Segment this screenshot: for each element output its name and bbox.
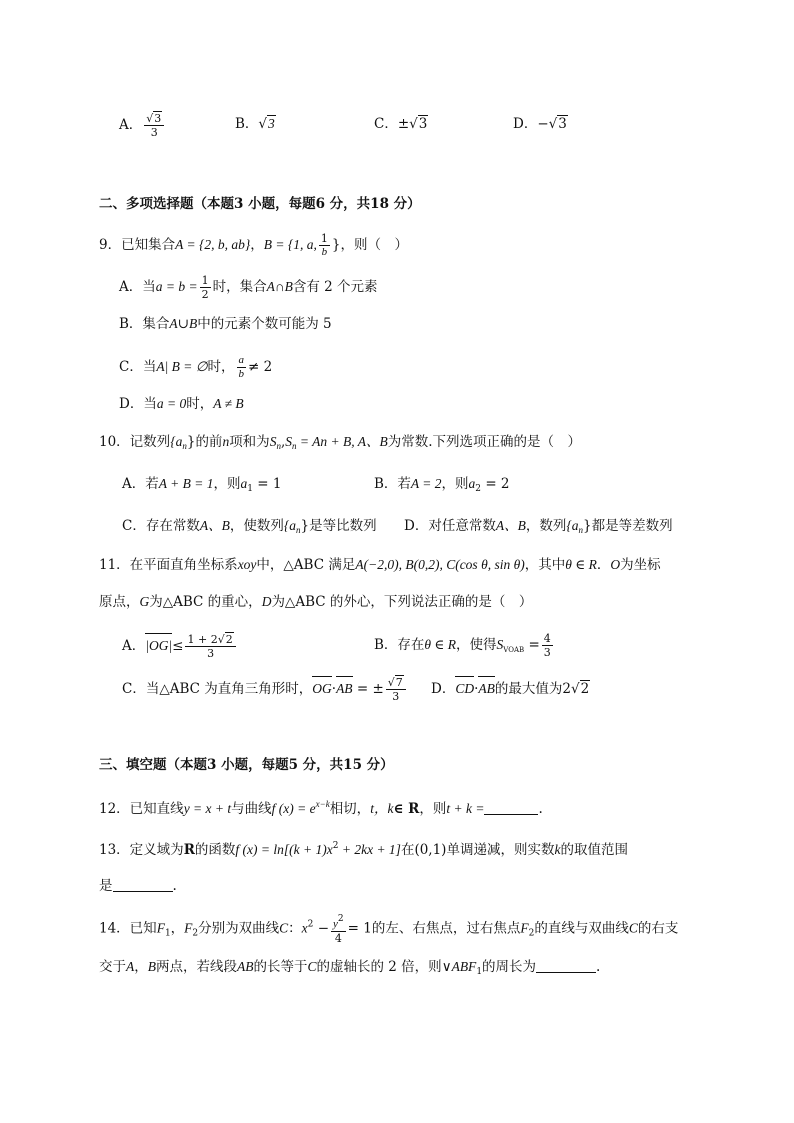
- math: R: [183, 842, 195, 858]
- superscript: 2: [307, 919, 314, 930]
- math: A = 2: [410, 476, 442, 491]
- answer-blank[interactable]: [484, 800, 538, 815]
- text: 为△ABC 的重心，: [149, 594, 262, 610]
- subscript: n: [578, 525, 583, 535]
- text: 中的元素个数可能为 5: [197, 316, 332, 332]
- math: F: [520, 920, 529, 936]
- option-label: D．: [431, 681, 456, 697]
- math: a = 0: [156, 396, 187, 411]
- text: 的直线与双曲线: [534, 920, 629, 937]
- q10-stem: [99, 432, 581, 456]
- text: ．: [596, 557, 611, 573]
- math: y = x + t: [183, 801, 232, 816]
- text: 时，: [186, 396, 214, 412]
- fraction: [319, 232, 330, 259]
- q11-option-b: [374, 632, 555, 660]
- text: .: [596, 959, 601, 975]
- fraction: [331, 913, 346, 945]
- q11-stem-line1: [99, 555, 661, 575]
- sign: −: [537, 116, 549, 132]
- math: ·: [474, 681, 479, 697]
- numerator: 4: [543, 632, 551, 645]
- fraction: $\frac{√7}{3}$: [386, 676, 406, 703]
- text: ，使得: [456, 637, 497, 653]
- text: ，: [134, 959, 148, 975]
- answer-blank[interactable]: [536, 958, 596, 973]
- text: C．当△ABC 为直角三角形时，: [122, 681, 313, 697]
- q9-option-a: [119, 274, 378, 301]
- option-label: C．: [374, 116, 398, 132]
- math: D: [261, 594, 272, 609]
- text: ，则: [441, 476, 469, 492]
- math: = ±: [352, 681, 384, 697]
- q9-option-c: [119, 354, 272, 381]
- subscript: 2: [475, 484, 482, 494]
- text: ,: [280, 434, 286, 450]
- q9-stem: [99, 232, 408, 259]
- text: C．存在常数: [122, 518, 200, 534]
- subscript: 1: [476, 967, 483, 977]
- denominator: 3: [543, 646, 551, 659]
- text: }: [331, 237, 341, 253]
- text: A．若: [122, 476, 159, 492]
- math: θ ∈ R: [424, 637, 457, 652]
- math: = An + B, A、B: [296, 434, 388, 449]
- math: }: [186, 434, 196, 450]
- math: + 2kx + 1]: [338, 842, 401, 857]
- subscript: n: [182, 441, 187, 451]
- q11-option-a: [122, 632, 238, 660]
- radicand: 3: [558, 116, 567, 132]
- math: B: [147, 959, 156, 974]
- radicand: 7: [395, 676, 403, 689]
- math: xoy: [237, 557, 257, 572]
- text: 交于: [99, 959, 126, 975]
- numerator: 1: [320, 232, 328, 245]
- denominator: b: [321, 246, 328, 258]
- denominator: b: [238, 368, 245, 380]
- sqrt: √3: [258, 116, 275, 132]
- superscript: 2: [332, 841, 339, 851]
- numerator: a: [238, 354, 245, 366]
- q14-line2: [99, 957, 600, 982]
- math: = 1: [347, 920, 372, 937]
- subscript: 1: [164, 928, 171, 939]
- text: 在: [400, 842, 415, 858]
- text: 是: [99, 878, 113, 894]
- text: B．存在: [374, 637, 425, 653]
- math: {a: [283, 518, 296, 533]
- text: 都是等差数列: [591, 518, 673, 534]
- math: x: [301, 920, 308, 936]
- math: = 1: [252, 476, 282, 492]
- math: = 2: [481, 476, 510, 492]
- text: 两点，若线段: [156, 959, 237, 975]
- text: A．当: [119, 279, 156, 295]
- vector: AB: [478, 675, 495, 699]
- math: C: [628, 920, 638, 936]
- math: t + k =: [446, 801, 485, 816]
- text: 为△ABC 的外心，下列说法正确的是（ ）: [271, 594, 533, 610]
- q12: [99, 794, 543, 819]
- q11-option-d: [431, 675, 590, 699]
- math: AB: [237, 959, 254, 974]
- text: D．当: [119, 396, 157, 412]
- text: 分别为双曲线: [198, 920, 280, 937]
- answer-blank[interactable]: [113, 877, 173, 892]
- denominator: 2: [201, 288, 209, 301]
- text: ，使数列: [229, 518, 284, 534]
- text: D．对任意常数: [404, 518, 496, 534]
- math: 2: [562, 681, 571, 697]
- math: S: [285, 434, 292, 449]
- radicand: 2: [580, 681, 590, 697]
- math: ·: [331, 681, 337, 697]
- text: 的取值范围: [560, 842, 628, 858]
- math: G: [139, 594, 150, 609]
- text: 是等比数列: [309, 518, 377, 534]
- math: A + B = 1: [158, 476, 214, 491]
- denominator: 3: [207, 647, 215, 660]
- text: 10．记数列: [99, 434, 171, 450]
- text: ，: [170, 920, 185, 937]
- subscript: n: [276, 441, 281, 451]
- math: O: [610, 557, 621, 572]
- text: 单调递减，则实数: [446, 842, 555, 858]
- vector: CD: [455, 675, 474, 699]
- denominator: 4: [334, 932, 342, 945]
- text: 中，△ABC 满足: [256, 557, 356, 573]
- text: 的虚轴长的 2 倍，则: [316, 959, 442, 975]
- text: 的周长为: [482, 959, 537, 975]
- fraction: $\frac{1 + 2√2}{3}$: [185, 633, 235, 660]
- math: t，k: [370, 801, 394, 816]
- math: A ≠ B: [213, 396, 244, 411]
- math: a = b =: [155, 279, 198, 294]
- text: B．若: [374, 476, 411, 492]
- text: ，则（ ）: [340, 237, 408, 253]
- math: (0,1): [414, 842, 447, 858]
- math: ∨ABF: [441, 959, 477, 974]
- math: k: [554, 842, 561, 857]
- math: θ ∈ R: [565, 557, 597, 572]
- math: C: [279, 920, 289, 936]
- q9-option-d: [119, 394, 244, 414]
- text: 的长等于: [253, 959, 308, 975]
- text: 14．已知: [99, 920, 157, 937]
- q10-option-a: [122, 474, 281, 499]
- option-label: D．: [513, 116, 538, 132]
- text: 13．定义域为: [99, 842, 184, 858]
- math: F: [156, 920, 165, 936]
- math: A∪B: [169, 316, 198, 331]
- math: f (x) = e: [271, 801, 316, 816]
- text: 的左、右焦点，过右焦点: [371, 920, 521, 937]
- math: A、B: [495, 518, 526, 533]
- vector: OG: [312, 675, 332, 699]
- text: 的前: [195, 434, 223, 450]
- radicand: 3: [268, 116, 275, 131]
- superscript: 2: [337, 914, 344, 924]
- vector: AB: [336, 675, 353, 699]
- text: 11．在平面直角坐标系: [99, 557, 238, 573]
- text: 9．已知集合: [99, 237, 176, 253]
- fraction: $\frac{√3}{3}$: [144, 112, 164, 139]
- text: B．集合: [119, 316, 170, 332]
- q14-line1: [99, 913, 678, 945]
- numerator: 1 + 2: [187, 633, 218, 646]
- text: 时，集合: [212, 279, 267, 295]
- text: 含有 2 个元素: [292, 279, 378, 295]
- subscript: n: [291, 441, 297, 451]
- q10-option-b: [374, 474, 510, 499]
- math: =: [524, 637, 540, 653]
- text: ：: [288, 920, 302, 937]
- math: A∩B: [266, 279, 293, 294]
- radicand: 2: [225, 633, 233, 646]
- text: .: [538, 801, 543, 817]
- q9-option-b: [119, 314, 332, 334]
- math: a: [468, 476, 476, 491]
- math: n: [222, 434, 230, 449]
- text: 项和为: [229, 434, 270, 450]
- math: A| B = ∅: [156, 359, 208, 374]
- q10-option-d: [404, 516, 673, 540]
- vector: |OG|: [145, 632, 172, 656]
- q8-option-d: [513, 114, 568, 134]
- q8-option-a: [119, 112, 166, 139]
- radicand: 3: [154, 112, 162, 125]
- math: F: [184, 920, 193, 936]
- option-label: B．: [235, 116, 259, 132]
- superscript: x−k: [315, 799, 330, 809]
- section-2-title: 二、多项选择题（本题3 小题，每题6 分，共18 分）: [99, 196, 421, 212]
- math: }: [300, 518, 310, 534]
- section-3-title: 三、填空题（本题3 小题，每题5 分，共15 分）: [99, 757, 394, 773]
- q8-option-b: [235, 114, 276, 134]
- fraction: [237, 354, 247, 381]
- q13-line1: [99, 836, 628, 860]
- text: 时，: [207, 359, 235, 375]
- text: ，数列: [525, 518, 567, 534]
- math: ≤: [172, 638, 184, 654]
- text: C．当: [119, 359, 157, 375]
- numerator: y: [333, 918, 338, 930]
- text: 为常数.下列选项正确的是（ ）: [387, 434, 581, 450]
- text: 原点，: [99, 594, 140, 610]
- text: 为坐标: [620, 557, 661, 573]
- math: ∈ R: [393, 801, 420, 817]
- math: A、B: [199, 518, 230, 533]
- math: A: [126, 959, 135, 974]
- subscript: 2: [192, 928, 199, 939]
- text: 的最大值为: [494, 681, 563, 697]
- set-a: A = {2, b, ab}: [175, 237, 251, 252]
- sign: ±: [397, 116, 410, 132]
- text: ≠ 2: [248, 359, 273, 375]
- math: }: [582, 518, 592, 534]
- radicand: 3: [418, 116, 428, 132]
- math: f (x) = ln[(k + 1)x: [235, 842, 333, 857]
- math: {a: [170, 434, 183, 449]
- text: 的函数: [194, 842, 236, 858]
- q11-stem-line2: [99, 592, 532, 612]
- option-label: A．: [122, 638, 146, 654]
- math: S: [496, 637, 504, 652]
- text: ，则: [419, 801, 447, 817]
- text: ，: [250, 237, 264, 253]
- denominator: 3: [392, 690, 400, 703]
- q8-option-c: [374, 114, 428, 134]
- math: a: [240, 476, 248, 491]
- numerator: 1: [201, 274, 209, 287]
- subscript: n: [296, 525, 301, 535]
- option-label: A．: [119, 117, 143, 133]
- subscript: 2: [528, 928, 535, 939]
- text: 的右支: [637, 920, 679, 937]
- math: S: [269, 434, 277, 449]
- q10-option-c: [122, 516, 377, 540]
- text: 相切，: [329, 801, 371, 817]
- q13-line2: [99, 876, 177, 896]
- text: .: [172, 878, 177, 894]
- q11-option-c: [122, 675, 408, 703]
- text: 12．已知直线: [99, 801, 184, 817]
- sqrt: √3: [409, 116, 428, 132]
- subscript: 1: [247, 484, 253, 494]
- set-b: B = {1, a,: [263, 237, 317, 252]
- sqrt: √3: [548, 116, 567, 132]
- subscript: VOAB: [503, 646, 525, 654]
- math: −: [313, 920, 330, 937]
- denominator: 3: [150, 126, 158, 139]
- text: ，其中: [524, 557, 566, 573]
- math: C: [307, 959, 317, 974]
- sqrt: √2: [570, 681, 590, 697]
- text: 与曲线: [231, 801, 272, 817]
- text: ，则: [213, 476, 241, 492]
- fraction: [542, 632, 553, 659]
- math: A(−2,0), B(0,2), C(cos θ, sin θ): [355, 557, 525, 572]
- fraction: [200, 274, 211, 301]
- math: {a: [566, 518, 579, 533]
